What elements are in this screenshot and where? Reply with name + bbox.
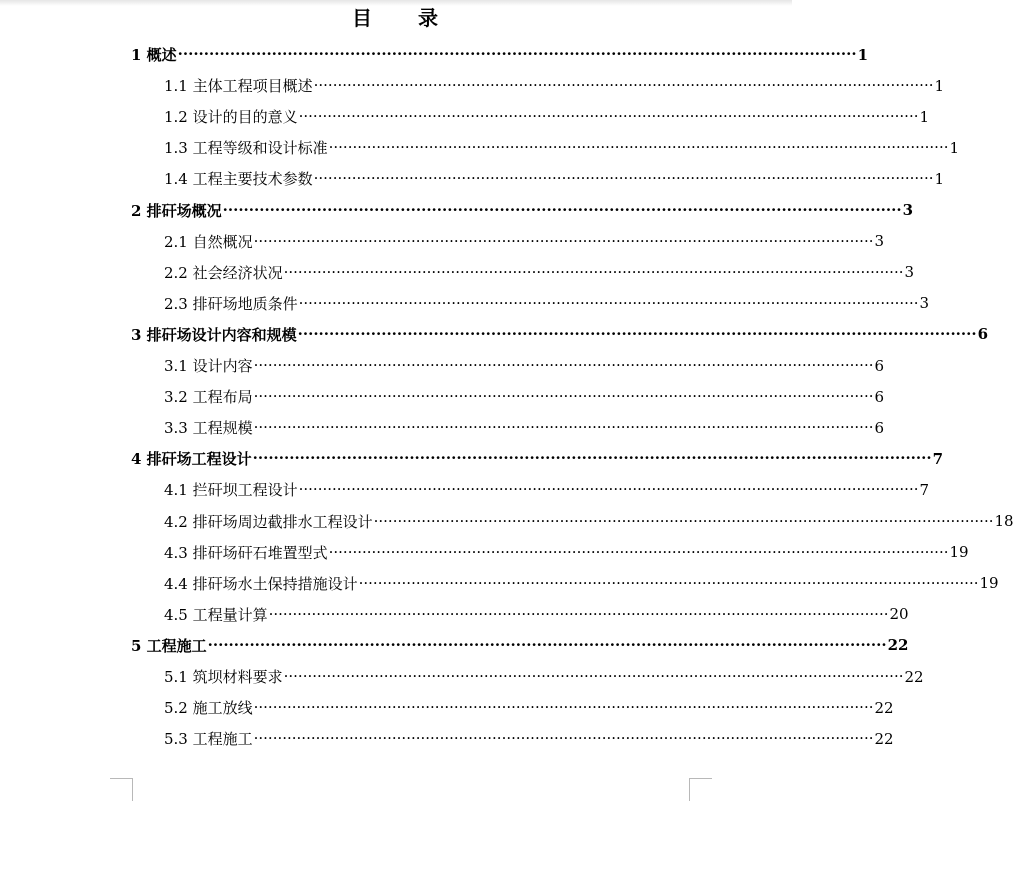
toc-entry-label: 2.2 社会经济状况 <box>164 263 283 282</box>
toc-entry-chapter[interactable] <box>131 319 988 350</box>
toc-entry-page-number: 22 <box>904 667 924 686</box>
toc-entry-page-number: 1 <box>857 45 868 64</box>
toc-entry-chapter[interactable] <box>131 195 913 226</box>
toc-entry-section[interactable] <box>164 537 969 568</box>
toc-entry-page-number: 22 <box>887 636 909 655</box>
toc-entry-label: 4.4 排矸场水土保持措施设计 <box>164 574 358 593</box>
toc-leader-dots: ·································································································································· <box>253 231 874 250</box>
toc-entry-page-number: 19 <box>979 574 999 593</box>
page-corner-mark-left <box>110 778 133 801</box>
toc-leader-dots: ·································································································································· <box>207 635 887 654</box>
toc-entry-label: 4.1 拦矸坝工程设计 <box>164 481 298 500</box>
toc-entry-page-number: 22 <box>874 698 894 717</box>
toc-leader-dots: ·································································································································· <box>253 729 874 748</box>
toc-entry-page-number: 6 <box>874 356 885 375</box>
toc-entry-section[interactable] <box>164 288 930 319</box>
toc-entry-page-number: 7 <box>919 480 930 499</box>
toc-leader-dots: ·································································································································· <box>298 293 919 312</box>
toc-entry-page-number: 1 <box>949 138 960 157</box>
toc-entry-page-number: 6 <box>874 387 885 406</box>
toc-entry-label: 4 排矸场工程设计 <box>131 450 252 469</box>
toc-leader-dots: ·································································································································· <box>252 449 932 468</box>
toc-leader-dots: ·································································································································· <box>283 262 904 281</box>
toc-leader-dots: ·································································································································· <box>358 573 979 592</box>
toc-leader-dots: ·································································································································· <box>253 698 874 717</box>
toc-title-char-2: 录 <box>418 6 440 30</box>
toc-leader-dots: ·································································································································· <box>297 324 977 343</box>
toc-leader-dots: ·································································································································· <box>177 45 857 63</box>
toc-leader-dots: ·································································································································· <box>253 387 874 406</box>
toc-leader-dots: ·································································································································· <box>298 107 919 126</box>
toc-entry-page-number: 18 <box>994 512 1014 530</box>
toc-entry-page-number: 3 <box>904 263 915 282</box>
toc-leader-dots: ·································································································································· <box>253 356 874 374</box>
toc-entry-label: 1.2 设计的目的意义 <box>164 108 298 127</box>
toc-entry-section[interactable] <box>164 723 894 754</box>
toc-entry-page-number: 3 <box>919 294 930 313</box>
toc-entry-page-number: 19 <box>949 543 969 562</box>
toc-entry-page-number: 1 <box>934 169 945 188</box>
toc-entry-label: 1.1 主体工程项目概述 <box>164 77 313 96</box>
toc-entry-page-number: 6 <box>977 325 988 344</box>
toc-entry-label: 2 排矸场概况 <box>131 201 222 220</box>
toc-leader-dots: ·································································································································· <box>373 511 994 530</box>
toc-entry-label: 1 概述 <box>131 46 177 64</box>
toc-leader-dots: ·································································································································· <box>222 200 902 219</box>
toc-entry-label: 4.3 排矸场矸石堆置型式 <box>164 543 328 562</box>
toc-entry-section[interactable] <box>164 506 1014 537</box>
toc-entry-page-number: 1 <box>919 107 930 126</box>
toc-entry-section[interactable] <box>164 257 915 288</box>
toc-title <box>0 2 792 31</box>
toc-entry-page-number: 3 <box>902 201 913 219</box>
toc-leader-dots: ·································································································································· <box>328 138 949 157</box>
toc-entry-section[interactable] <box>164 350 885 381</box>
toc-entry-label: 2.1 自然概况 <box>164 232 253 251</box>
toc-entry-section[interactable] <box>164 132 960 163</box>
toc-entry-chapter[interactable] <box>131 630 909 661</box>
toc-leader-dots: ·································································································································· <box>283 667 904 685</box>
toc-title-char-1: 目 <box>352 6 374 30</box>
toc-entry-page-number: 6 <box>874 418 885 437</box>
toc-entry-label: 2.3 排矸场地质条件 <box>164 294 298 313</box>
toc-entry-label: 3.2 工程布局 <box>164 388 253 407</box>
toc-entry-page-number: 7 <box>932 449 943 468</box>
toc-entry-page-number: 3 <box>874 232 885 251</box>
toc-entry-page-number: 20 <box>889 605 909 624</box>
toc-entry-label: 3.3 工程规模 <box>164 419 253 438</box>
toc-entry-label: 5.2 施工放线 <box>164 699 253 718</box>
toc-leader-dots: ·································································································································· <box>268 604 889 623</box>
toc-entry-label: 3.1 设计内容 <box>164 357 253 375</box>
toc-entry-chapter[interactable] <box>131 443 943 474</box>
toc-entry-section[interactable] <box>164 661 924 692</box>
toc-leader-dots: ·································································································································· <box>313 169 934 188</box>
toc-leader-dots: ·································································································································· <box>328 542 949 561</box>
toc-entry-label: 1.3 工程等级和设计标准 <box>164 139 328 158</box>
toc-entry-label: 3 排矸场设计内容和规模 <box>131 325 297 344</box>
toc-entry-label: 4.5 工程量计算 <box>164 605 268 624</box>
toc-entry-section[interactable] <box>164 474 930 505</box>
toc-entry-label: 5 工程施工 <box>131 636 207 655</box>
toc-entry-section[interactable] <box>164 101 930 132</box>
toc-entry-page-number: 1 <box>934 76 945 95</box>
toc-entry-section[interactable] <box>164 163 945 194</box>
toc-leader-dots: ·································································································································· <box>253 418 874 437</box>
toc-entry-section[interactable] <box>164 412 885 443</box>
page-corner-mark-right <box>689 778 712 801</box>
toc-leader-dots: ·································································································································· <box>298 480 919 499</box>
toc-entry-page-number: 22 <box>874 729 894 748</box>
toc-entry-section[interactable] <box>164 599 909 630</box>
toc-leader-dots: ·································································································································· <box>313 76 934 95</box>
toc-entry-chapter[interactable] <box>131 39 868 70</box>
toc-entry-section[interactable] <box>164 70 945 101</box>
toc-entry-section[interactable] <box>164 692 894 723</box>
toc-entry-label: 4.2 排矸场周边截排水工程设计 <box>164 512 373 531</box>
toc-entry-label: 5.1 筑坝材料要求 <box>164 668 283 686</box>
toc-entry-label: 1.4 工程主要技术参数 <box>164 170 313 189</box>
toc-entry-label: 5.3 工程施工 <box>164 730 253 749</box>
toc-entry-section[interactable] <box>164 381 885 412</box>
toc-entry-section[interactable] <box>164 568 999 599</box>
toc-entry-section[interactable] <box>164 226 885 257</box>
